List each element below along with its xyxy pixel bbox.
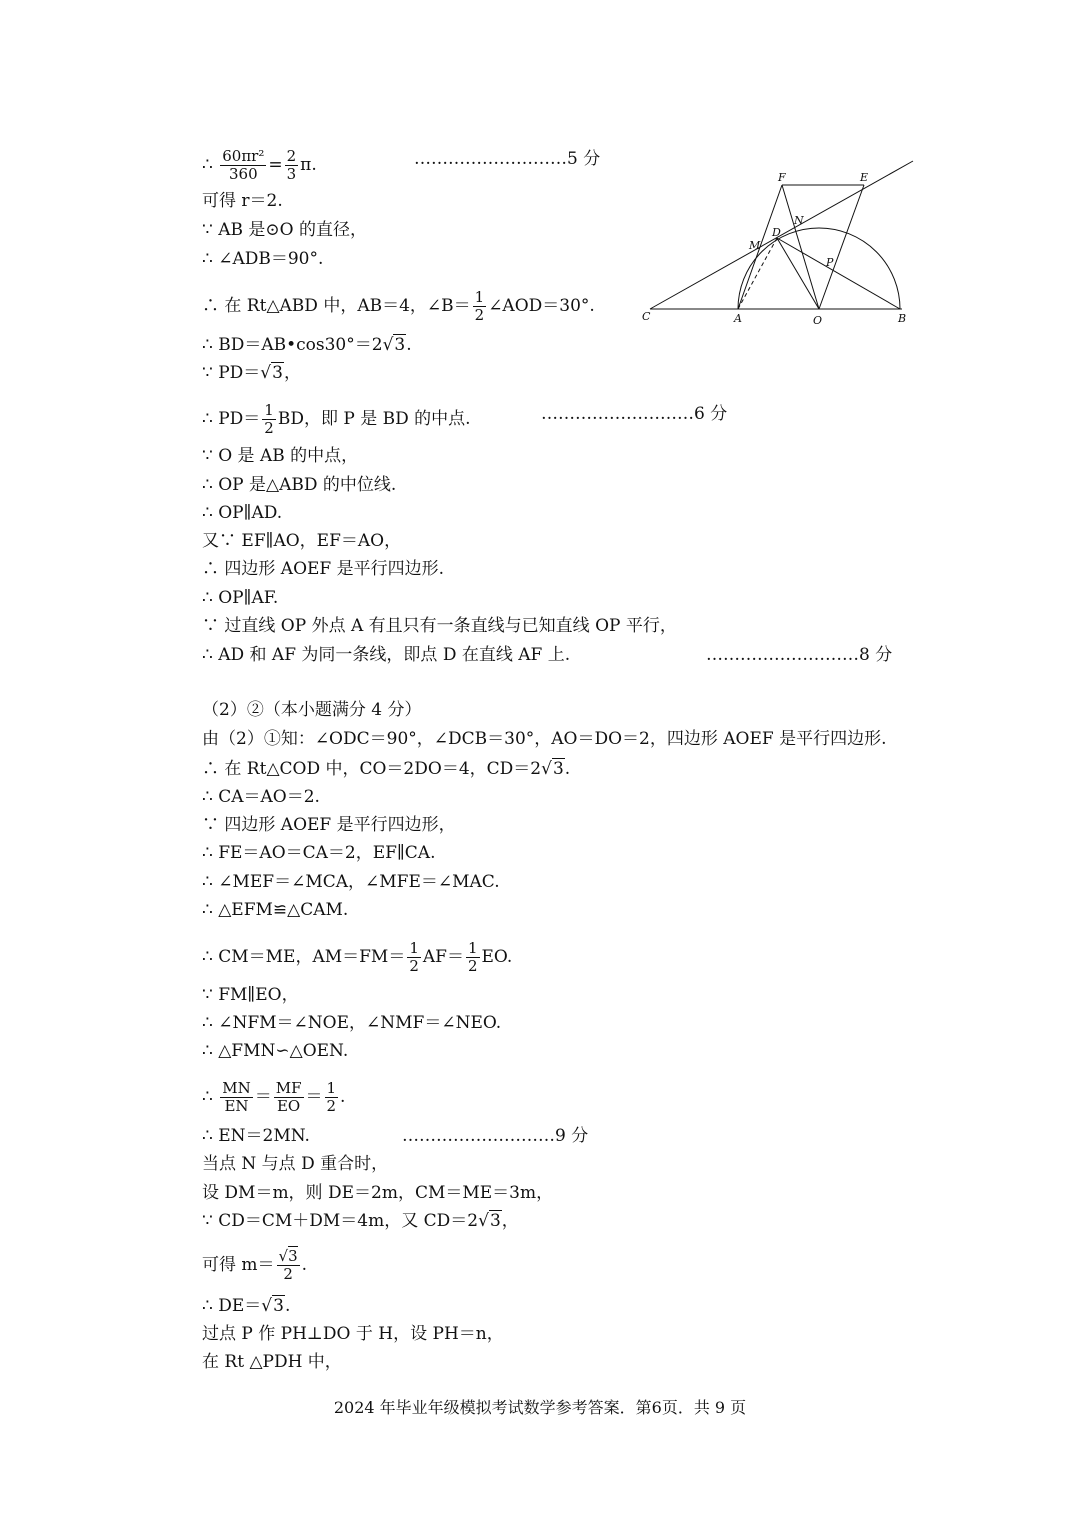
line-4: ∴ ∠ADB＝90°. — [202, 249, 324, 269]
label-a: A — [734, 312, 742, 325]
line-18: 由（2）①知：∠ODC＝90°，∠DCB＝30°，AO＝DO＝2，四边形 AOEF 是平行四边形. — [202, 729, 887, 749]
fraction-half: $\frac{1}{2}$ — [467, 939, 478, 975]
sqrt-3: √3 — [261, 1296, 284, 1316]
sqrt-3: √3 — [260, 363, 283, 383]
line-32: 设 DM＝m，则 DE＝2m，CM＝ME＝3m， — [202, 1183, 554, 1203]
score-5: ………………………5 分 — [414, 149, 601, 169]
line-2: 可得 r＝2. — [202, 191, 283, 211]
fraction-sqrt3-over-2: $\frac{√3}{2}$ — [278, 1247, 298, 1283]
fraction-half: $\frac{1}{2}$ — [326, 1079, 337, 1115]
segment-do — [777, 238, 819, 309]
line-26: ∵ FM∥EO， — [202, 985, 299, 1005]
line-16: ∴ AD 和 AF 为同一条线，即点 D 在直线 AF 上. — [202, 645, 571, 665]
label-b: B — [898, 312, 907, 325]
line-9: ∵ O 是 AB 的中点， — [202, 446, 359, 466]
fraction-mf-eo: $\frac{MF}{EO}$ — [275, 1079, 302, 1115]
sqrt-3: √3 — [478, 1211, 501, 1231]
sqrt-3: √3 — [541, 759, 564, 779]
score-9: ………………………9 分 — [402, 1126, 589, 1146]
label-m: M — [749, 239, 761, 252]
label-d: D — [772, 226, 781, 239]
label-o: O — [813, 314, 823, 327]
line-29: ∴ $\frac{MN}{EN}$ ＝ $\frac{MF}{EO}$ ＝ $\frac{1}{2}$ . — [202, 1079, 346, 1115]
label-n: N — [794, 214, 804, 227]
line-37: 在 Rt △PDH 中， — [202, 1352, 342, 1372]
line-28: ∴ △FMN∽△OEN. — [202, 1041, 349, 1061]
line-21: ∵ 四边形 AOEF 是平行四边形， — [202, 815, 456, 835]
line-14: ∴ OP∥AF. — [202, 588, 279, 608]
line-25: ∴ CM＝ME，AM＝FM＝ $\frac{1}{2}$ AF＝ $\frac{1}{2}$ EO. — [202, 939, 513, 975]
segment-eo — [819, 185, 864, 309]
line-8: ∴ PD＝ $\frac{1}{2}$ BD，即 P 是 BD 的中点. — [202, 401, 471, 437]
fraction-half: $\frac{1}{2}$ — [474, 288, 485, 324]
line-35: ∴ DE＝√3. — [202, 1296, 291, 1316]
label-c: C — [642, 310, 651, 323]
fraction-half: $\frac{1}{2}$ — [264, 401, 274, 437]
fraction-sector: $\frac{\text{60πr²}}{360}$ — [222, 147, 265, 183]
line-13: ∴ 四边形 AOEF 是平行四边形. — [202, 559, 445, 579]
page-footer: 2024 年毕业年级模拟考试数学参考答案．第6页．共 9 页 — [333, 1398, 747, 1417]
segment-fo — [782, 185, 819, 309]
label-f: F — [778, 171, 786, 184]
line-22: ∴ FE＝AO＝CA＝2，EF∥CA. — [202, 843, 436, 863]
segment-db — [777, 238, 900, 309]
therefore-symbol: ∴ — [202, 155, 219, 175]
section-heading: （2）②（本小题满分 4 分） — [202, 700, 422, 720]
score-6: ………………………6 分 — [541, 404, 728, 424]
line-7: ∵ PD＝√3， — [202, 363, 301, 383]
line-6: ∴ BD＝AB•cos30°＝2√3. — [202, 335, 412, 355]
line-36: 过点 P 作 PH⊥DO 于 H，设 PH＝n， — [202, 1324, 504, 1344]
sqrt-3: √3 — [382, 335, 406, 355]
line-34: 可得 m＝ $\frac{√3}{2}$ . — [202, 1247, 308, 1283]
line-30: ∴ EN＝2MN. — [202, 1126, 310, 1146]
line-11: ∴ OP∥AD. — [202, 503, 283, 523]
line-15: ∵ 过直线 OP 外点 A 有且只有一条直线与已知直线 OP 平行， — [202, 616, 677, 636]
fraction-two-thirds: $\frac{2}{3}$ — [286, 147, 297, 183]
label-e: E — [860, 171, 869, 184]
line-19: ∴ 在 Rt△COD 中，CO＝2DO＝4，CD＝2√3. — [202, 759, 571, 779]
line-20: ∴ CA＝AO＝2. — [202, 787, 320, 807]
line-5: ∴ 在 Rt△ABD 中，AB＝4，∠B＝ $\frac{1}{2}$ ∠AOD＝30°. — [202, 288, 595, 324]
line-23: ∴ ∠MEF＝∠MCA，∠MFE＝∠MAC. — [202, 872, 500, 892]
line-12: 又∵ EF∥AO，EF＝AO， — [202, 531, 402, 551]
line-31: 当点 N 与点 D 重合时， — [202, 1154, 389, 1174]
score-8: ………………………8 分 — [706, 645, 893, 665]
line-33: ∵ CD＝CM＋DM＝4m，又 CD＝2√3， — [202, 1211, 519, 1231]
line-1: ∴ $\frac{\text{60πr²}}{360}$ = $\frac{2}{3}$ π. — [202, 147, 317, 183]
line-10: ∴ OP 是△ABD 的中位线. — [202, 475, 397, 495]
line-24: ∴ △EFM≌△CAM. — [202, 900, 349, 920]
line-27: ∴ ∠NFM＝∠NOE，∠NMF＝∠NEO. — [202, 1013, 502, 1033]
label-p: P — [826, 256, 834, 269]
geometry-figure — [640, 158, 920, 333]
fraction-mn-en: $\frac{MN}{EN}$ — [222, 1079, 251, 1115]
fraction-half: $\frac{1}{2}$ — [409, 939, 419, 975]
line-3: ∵ AB 是⊙O 的直径， — [202, 220, 367, 240]
